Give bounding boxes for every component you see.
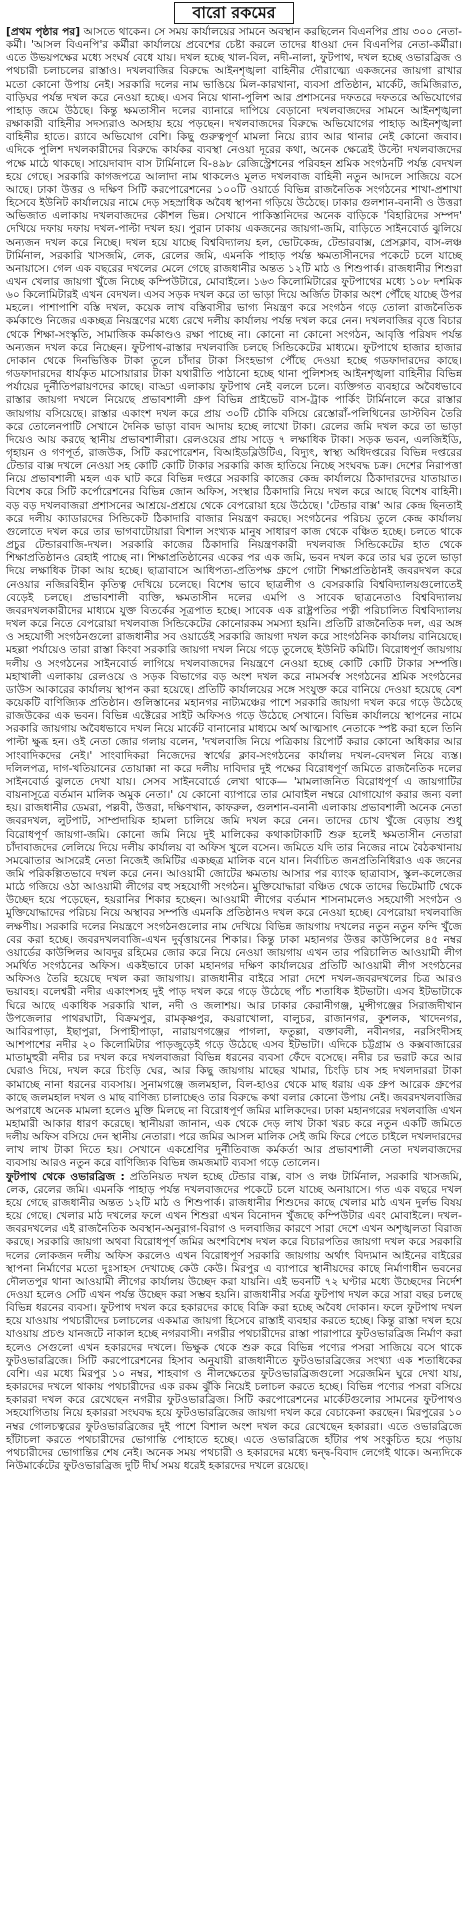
article-paragraph xyxy=(6,1171,462,1474)
headline: বারো রকমের xyxy=(174,2,294,24)
paragraph-text: প্রতিনিয়ত দখল হচ্ছে টেন্ডার বাক্স, বাস ও লঞ্চ টার্মিনাল, সরকারি খাসজমি, লেক, রেলের জমি। এমনকি পাহাড় পর্যন্ত দখলবাজদের পকেটে চলে যাচ্ছে অনায়াসে। গত এক বছরে দখল হয়ে গেছে রাজধানীর অন্তত ১২টি মাঠ ও শিশুপার্ক। রাজধানীর শিশুদের কাছে খেলার মাঠ এখন দুর্লভ বিষয় হয়ে গেছে। খেলার মাঠ দখলের ফলে এখন শিশুরা এখন বিনোদন খুঁজছে কম্পিউটার এবং মোবাইলে। দখল-জবরদখলের এই রাজনৈতিক অবস্থান-অনুরাগ-বিরাগ ও দলবাজির কারণে সারা দেশে এখন অশৃঙ্খলতা বিরাজ করছে। সরকারি জায়গা অথবা বিরোধপূর্ণ জমির অংশবিশেষ দখল করে বিচারপতির জায়গা দখল করে সরকারি দলের লোকজন দলীয় অফিস করলেও এখন বিরোধপূর্ণ সরকারি জায়গায় অর্থাৎ বিদ্যমান আইনের বাইরের স্থাপনা নির্মাণের মতো দুঃসাহস দেখাচ্ছে কেউ কেউ। মিরপুর এ ব্যাপারে স্থানীয়দের কাছে নির্মাণাধীন ভবনের দৌলতপুর থানা আওয়ামী লীগের কার্যালয় উচ্ছেদ করা যায়নি। এই ভবনটি ৭২ ঘণ্টার মধ্যে উচ্ছেদের নির্দেশ দেওয়া হলেও সেটি এখন পর্যন্ত উচ্ছেদ করা সম্ভব হয়নি। রাজধানীর সর্বত্র ফুটপাথ দখল করে সারা বছর চলছে বিভিন্ন ধরনের ব্যবসা। ফুটপাথ দখল করে হকারদের কাছে বিক্রি করা হচ্ছে অবৈধ দোকান। ফলে ফুটপাথ দখল হয়ে যাওয়ায় পথচারীদের চলাচলের একমাত্র জায়গা হিসেবে রাস্তাই ব্যবহার করতে হচ্ছে। কিন্তু রাস্তা দখল হয়ে যাওয়ায় প্রচণ্ড যানজটে নাকাল হচ্ছে নগরবাসী। নগরীর পথচারীদের রাস্তা পারাপারে ফুটওভারব্রিজ নির্মাণ করা হলেও সেগুলো এখন হকারদের দখলে। ভিক্ষুক থেকে শুরু করে বিভিন্ন পণ্যের পসরা সাজিয়ে বসে থাকে ফুটওভারব্রিজে। সিটি করপোরেশনের হিসাব অনুযায়ী রাজধানীতে ফুটওভারব্রিজের সংখ্যা এক শতাধিকের বেশি। এর মধ্যে মিরপুর ১০ নম্বর, শাহবাগ ও নীলক্ষেতের ফুটওভারব্রিজগুলো সরেজমিন ঘুরে দেখা যায়, হকারদের দখলে থাকায় পথচারীদের এক রকম ঝুঁকি নিয়েই চলাচল করতে হচ্ছে। বিভিন্ন পণ্যের পসরা বসিয়ে হকাররা দখল করে রেখেছেন নগরীর ফুটওভারব্রিজ। সিটি করপোরেশনের মার্কেটগুলোর সামনের ফুটপাথও সহযোগিতায় নিয়ে হকাররা সংঘবদ্ধ হয়ে ফুটওভারব্রিজের জায়গা দখল করে বেচাকেনা করছেন। মিরপুরের ১০ নম্বর গোলচত্বরের ফুটওভারব্রিজের দুই পাশে বিশাল অংশ দখল করে রেখেছেন হকাররা। এতে ওভারব্রিজে হাঁটাচলা করতে পথচারীদের ভোগান্তি পোহাতে হচ্ছে। এতে ওভারব্রিজে হাঁটার পথ সংকুচিত হয়ে পড়ায় পথচারীদের ভোগান্তির শেষ নেই। অনেক সময় পথচারী ও হকারদের মধ্যে দ্বন্দ্ব-বিবাদ লেগেই থাকে। অন্যদিকে নিউমার্কেটের ফুটওভারব্রিজ দুটি দীর্ঘ সময় ধরেই হকারদের দখলে রয়েছে। xyxy=(6,1170,462,1473)
section-subhead: ফুটপাথ থেকে ওভারব্রিজ : xyxy=(6,1170,125,1183)
paragraph-text: আসতে থাকেন। সে সময় কার্যালয়ের সামনে অবস্থান করছিলেন বিএনপির প্রায় ৩০০ নেতা-কর্মী। 'আসল বিএনপি'র কর্মীরা কার্যালয়ে প্রবেশের চেষ্টা করলে তাদের ধাওয়া দেন বিএনপির নেতা-কর্মীরা। এতে উভয়পক্ষের মধ্যে সংঘর্ষ বেধে যায়। দখল হচ্ছে খাল-বিল, নদী-নালা, ফুটপাথ, দখল হচ্ছে ওভারব্রিজ ও পথচারী চলাচলের রাস্তাও। দখলবাজির বিরুদ্ধে আইনশৃঙ্খলা বাহিনীর দৌরাত্ম্যে একজনের জায়গা রাখার মতো কোনো উপায় নেই। সরকারি দলের নাম ভাঙিয়ে মিল-কারখানা, ব্যবসা প্রতিষ্ঠান, মার্কেট, জমিজিরাত, বাড়িঘর পর্যন্ত দখল করে নেওয়া হচ্ছে। এসব নিয়ে থানা-পুলিশ আর প্রশাসনের দফতরে দফতরে অভিযোগের পাহাড় জমে উঠছে। কিন্তু ক্ষমতাসীন দলের ব্যানারে দাপিয়ে বেড়ানো দখলবাজদের সামনে আইনশৃঙ্খলা রক্ষাকারী বাহিনীর সদস্যরাও অসহায় হয়ে পড়ছেন। দখলবাজদের বিরুদ্ধে অভিযোগের পাহাড় আইনশৃঙ্খলা বাহিনীর হাতে। র‍্যাবে অভিযোগ বেশি। কিছু গুরুত্বপূর্ণ মামলা নিয়ে র‍্যাব আর থানার নেই কোনো জবাব। এদিকে পুলিশ দখলকারীদের বিরুদ্ধে কার্যকর ব্যবস্থা নেওয়া দূরের কথা, অনেক ক্ষেত্রেই উল্টো দখলবাজদের পক্ষে মাঠে থাকছে। সায়েদাবাদ বাস টার্মিনালে বি-৪৯৮ রেজিস্ট্রেশনের পরিবহন শ্রমিক সংগঠনটি পর্যন্ত বেদখল হয়ে গেছে। সরকারি কাগজপত্রে আলাদা নাম থাকলেও মূলত দখলবাজ বাহিনী নতুন আদলে সাজিয়ে বসে আছে। ঢাকা উত্তর ও দক্ষিণ সিটি করপোরেশনের ১০০টি ওয়ার্ডে বিভিন্ন রাজনৈতিক সংগঠনের শাখা-প্রশাখা হিসেবে ইউনিট কার্যালয়ের নামে দেড় সহস্রাধিক অবৈধ স্থাপনা গড়িয়ে উঠেছে। ঢাকার গুলশান-বনানী ও উত্তরা অভিজাত এলাকায় দখলবাজদের কৌশল ভিন্ন। সেখানে পাকিস্তানিদের অনেক বাড়িকে 'বিহারিদের সম্পদ' দেখিয়ে দফায় দফায় দখল-পাল্টা দখল হয়। পুরান ঢাকায় একজনের জায়গা-জমি, বাড়িতে সাইনবোর্ড ঝুলিয়ে অন্যজন দখল করে নিচ্ছে। দখল হয়ে যাচ্ছে বিশ্ববিদ্যালয় হল, ভোটকেন্দ্র, টেন্ডারবাক্স, প্রেসক্লাব, বাস-লঞ্চ টার্মিনাল, সরকারি খাসজমি, লেক, রেলের জমি, এমনকি পাহাড় পর্যন্ত ক্ষমতাসীনদের পকেটে চলে যাচ্ছে অনায়াসে। গেল এক বছরের দখলের মেলে গেছে রাজধানীর অন্তত ১২টি মাঠ ও শিশুপার্ক। রাজধানীর শিশুরা এখন খেলার জায়গা খুঁজে নিচ্ছে কম্পিউটারে, মোবাইলে। ১৬৩ কিলোমিটারের ফুটপাথের মধ্যে ১০৮ দশমিক ৬০ কিলোমিটারই এখন বেদখল। এসব সড়ক দখল করে তা ভাড়া দিয়ে অর্জিত টাকার অংশ পৌঁছে যাচ্ছে উপর মহলে। পাশাপাশি বস্তি দখল, কয়েক লাখ বস্তিবাসীর ভাগ্য নিয়ন্ত্রণ করে সংগঠন গড়ে তোলা রাজনৈতিক কর্মকাণ্ডে নিজের একচ্ছত্র নিয়ন্ত্রণের মধ্যে রেখে দলীয় কার্যালয় পর্যন্ত দখল করে নেন। দখলবাজির বৃত্তে বিচার থেকে শিক্ষা-সংস্কৃতি, সামাজিক কর্মকাণ্ডও রক্ষা পাচ্ছে না। কোনো না কোনো সংগঠন, আবৃত্তি পরিষদ পর্যন্ত অন্যজন দখল করে নিচ্ছেন। ফুটপাথ-রাস্তার দখলবাজি চলছে সিন্ডিকেটের মাধ্যমে। ফুটপাথে হাজার হাজার দোকান থেকে দিনভিত্তিক টাকা তুলে চাঁদার টাকা সিংহভাগ পৌঁছে দেওয়া হচ্ছে গডফাদারদের কাছে। গডফাদারদের ধার্যকৃত মাসোয়ারার টাকা যথারীতি পাঠানো হচ্ছে থানা পুলিশসহ আইনশৃঙ্খলা বাহিনীর বিভিন্ন পর্যায়ের দুর্নীতিপরায়ণদের কাছে। বাড্ডা এলাকায় ফুটপাথ নেই বললে চলে। ব্যক্তিগত ব্যবহারে অবৈধভাবে রাস্তার জায়গা দখলে নিয়েছে প্রভাবশালী গ্রুপ বিভিন্ন প্রাইভেট বাস-ট্রাক পার্কিং টার্মিনালে করে রাস্তার জায়গায় বসিয়েছে। রাস্তার একাংশ দখল করে প্রায় ৩০টি চৌকি বসিয়ে রেস্তোরাঁ-পলিথিনের ডাস্টবিন তৈরি করে তোলেনপাটি সেখানে দৈনিক ভাড়া বাবদ আদায় হচ্ছে লাখো টাকা। রেলের জমি দখল করে তা ভাড়া দিয়েও আয় করছে স্থানীয় প্রভাবশালীরা। রেলওয়ের প্রায় সাড়ে ৭ লক্ষাধিক টাকা। সড়ক ভবন, এলজিইডি, গৃহায়ন ও গণপূর্ত, রাজউক, সিটি করপোরেশন, বিআইডব্লিউটিএ, বিদ্যুৎ, স্বাস্থ্য অধিদপ্তরের বিভিন্ন দপ্তরের টেন্ডার বাক্স দখলে নেওয়া সহ কোটি কোটি টাকার সরকারি কাজ হাতিয়ে নিচ্ছে সংঘবদ্ধ চক্র। দেশের নিরাপত্তা নিয়ে প্রভাবশালী মহল এক ঘাট করে বিভিন্ন দপ্তরে সরকারি কাজের কেন্দ্র কার্যালয়ে ঠিকাদারদের যাতায়াত। বিশেষ করে সিটি কর্পোরেশনের বিভিন্ন জোন অফিস, সংস্থার ঠিকাদারি নিয়ে দখল করে আছে বিশেষ বাহিনী। বড় বড় দখলবাজরা প্রশাসনের আশ্রয়ে-প্রশ্রয়ে থেকে বেপরোয়া হয়ে উঠেছে। 'টেন্ডার বাক্স' আর কেন্দ্র ছিনতাই করে দলীয় ক্যাডারদের সিন্ডিকেট ঠিকাদারি বাজার নিয়ন্ত্রণ করছে। সংগঠনের পরিচয় তুলে কেন্দ্র কার্যালয় গুলোতে দখল করে তার ভাগবাটোয়ারা বিশাল সংখ্যক মানুষ সাধারণ কাজ থেকে বঞ্চিত হচ্ছে। চলতে থাকে প্রচুর টেন্ডারবাজি-দখল। সরকারি কাজের ঠিকাদারি নিয়ন্ত্রণকারী দখলবাজ সিন্ডিকেটের হাত থেকে শিক্ষাপ্রতিষ্ঠানও রেহাই পাচ্ছে না। শিক্ষাপ্রতিষ্ঠানের একের পর এক জমি, ভবন দখল করে তার ঘর তুলে ভাড়া দিয়ে লক্ষাধিক টাকা আয় হচ্ছে। ছাত্রাবাসে আধিপত্য-প্রতিপক্ষ গ্রুপে গোটা শিক্ষাপ্রতিষ্ঠানই জবরদখল করে নেওয়ার নজিরবিহীন কৃতিত্ব দেখিয়ে চলেছে। বিশেষ ভাবে ছাত্রলীগ ও বেসরকারি বিশ্ববিদ্যালয়গুলোতেই বেড়েই চলছে। প্রভাবশালী ব্যক্তি, ক্ষমতাসীন দলের এমপি ও সাবেক ছাত্রনেতাও বিশ্ববিদ্যালয় জবরদখলকারীদের মাধ্যমে যুক্ত বিতর্কের সূত্রপাত হচ্ছে। সাবেক এক রাষ্ট্রপতির পত্নী পরিচালিত বিশ্ববিদ্যালয় দখল করে নিতে বেপরোয়া দখলবাজ সিন্ডিকেটের কোনোরকম সমস্যা হয়নি। প্রতিটি রাজনৈতিক দল, এর অঙ্গ ও সহযোগী সংগঠনগুলো রাজধানীর সব ওয়ার্ডেই সরকারি জায়গা দখল করে সাংগঠনিক কার্যালয় বানিয়েছে। মহল্লা পর্যায়েও তারা রাস্তা কিংবা সরকারি জায়গা দখল নিয়ে গড়ে তুলেছে ইউনিট কমিটি। বিরোধপূর্ণ জায়গায় দলীয় ও সংগঠনের সাইনবোর্ড লাগিয়ে দখলবাজদের নিয়ন্ত্রণে নেওয়া হচ্ছে কোটি কোটি টাকার সম্পত্তি। মহাখালী এলাকায় রেলওয়ে ও সড়ক বিভাগের বড় অংশ দখল করে নামসর্বস্ব সংগঠনের শ্রমিক সংগঠনের ডাউস আকারের কার্যালয় স্থাপন করা হয়েছে। প্রতিটি কার্যালয়ের সঙ্গে সংযুক্ত করে বানিয়ে দেওয়া হয়েছে বেশ কয়েকটি বাণিজ্যিক প্রতিষ্ঠান। গুলিস্তানের মহানগর নাট্যমঞ্চের পাশে সরকারি জায়গা দখল করে গড়ে উঠেছে রাজউকের এক ভবন। বিভিন্ন এক্টেরের সাইট অফিসও গড়ে উঠেছে সেখানে। বিভিন্ন কার্যালয়ে স্থাপনের নামে সরকারি জায়গায় অবৈধভাবে দখল নিয়ে মার্কেট বানানোর মাধ্যমে অর্থ আত্মসাৎ নেতাকে স্পষ্ট করা হলে তিনি পাল্টা ক্ষুব্ধ হন। ওই নেতা জোর গলায় বলেন, 'দখলবাজি নিয়ে পত্রিকায় রিপোর্ট করার কোনো অধিকার আর সাংবাদিকদের নেই।' সাংবাদিকরা নিজেদের স্বার্থের ক্লাব-সংগঠনের কার্যালয় দখল-বেদখল নিয়ে ব্যস্ত। দলিলপত্র, দাগ-খতিয়ানের তোয়াক্কা না করে দলীয় দাবিদার দুই পক্ষের বিরোধপূর্ণ জমিতে রাজনৈতিক দলের সাইনবোর্ড ঝুলতে দেখা যায়। সেসব সাইনবোর্ডে লেখা থাকে— 'মামলাজনিত বিরোধপূর্ণ এ জায়গাটির বায়নাসূত্রে বর্তমান মালিক অমুক নেতা।' যে কোনো ব্যাপারে তার মোবাইল নম্বরে যোগাযোগ করার জন্য বলা হয়। রাজধানীর ডেমরা, পল্লবী, উত্তরা, দক্ষিণখান, কাফরুল, গুলশান-বনানী এলাকায় প্রভাবশালী অনেক নেতা জবরদখল, লুটপাট, সাম্প্রদায়িক হামলা চালিয়ে জমি দখল করে নেন। তাদের চোখ খুঁজে বেড়ায় শুধু বিরোধপূর্ণ জায়গা-জমি। কোনো জমি নিয়ে দুই মালিকের কথাকাটাকাটি শুরু হলেই ক্ষমতাসীন নেতারা চাঁদাবাজদের লেলিয়ে দিয়ে দলীয় কার্যালয় বা অফিস খুলে বসেন। জমিতে যদি তার নিজের নামে বৈঠকখানায় সমঝোতার আসরেই নেতা নিজেই জমিটির একচ্ছত্র মালিক বনে যান। নির্বাচিত জনপ্রতিনিধিরাও এক জনের জমি পরিকল্পিতভাবে দখল করে নেন। আওয়ামী জোটের ক্ষমতায় আসার পর ব্যাংক ছাত্রাবাস, স্কুল-কলেজের মাঠে গজিয়ে ওঠা আওয়ামী লীগের বহু সহযোগী সংগঠন। মুক্তিযোদ্ধারা বঞ্চিত থেকে তাদের ভিটেমাটি থেকে উচ্ছেদ হয়ে পড়েছেন, হয়রানির শিকার হচ্ছেন। আওয়ামী লীগের বর্তমান শাসনামলেও সহযোগী সংগঠন ও মুক্তিযোদ্ধাদের পরিচয় নিয়ে অস্থাবর সম্পত্তি এমনকি প্রতিষ্ঠানও দখল করে নেওয়া হচ্ছে। বেপরোয়া দখলবাজি লক্ষণীয়। সরকারি দলের নিয়ন্ত্রণে সংগঠনগুলোর নাম দেখিয়ে বিভিন্ন জায়গায় দখলের নতুন নতুন ফন্দি খুঁজে বের করা হচ্ছে। জবরদখলবাজি-এখন দুর্বৃত্তায়নের শিকার। কিন্তু ঢাকা মহানগর উত্তর কাউন্সিলের ৪৫ নম্বর ওয়ার্ডের কাউন্সিলর আবদুর রহিমের জোর করে নিয়ে নেওয়া জায়গায় এখন তার পরিচালিত আওয়ামী লীগ সমর্থিত সংগঠনের অফিস। একইভাবে ঢাকা মহানগর দক্ষিণ কার্যালয়ের প্রতিটি আওয়ামী লীগ সংগঠনের অফিসও তৈরি হয়েছে দখল করা জায়গায়। রাজধানীর বাইরে সারা দেশে দখল-জবরদখলের চিত্র আরও ভয়াবহ। বলেশ্বরী নদীর একাংশসহ দুই পাড় দখল করে গড়ে উঠেছে পাঁচ শতাধিক ইটভাটা। এসব ইটভাটাকে ঘিরে আছে একাধিক সরকারি খাল, নদী ও জলাশয়। আর ঢাকার কেরানীগঞ্জ, মুন্সীগঞ্জের সিরাজদীখান উপজেলার পাথরঘাটা, বিক্রমপুর, রামকৃষ্ণপুর, কয়রাখোলা, বালুচর, রাজানগর, কুশলক, খাদেনগর, আবিরপাড়া, ইছাপুরা, সিপাহীপাড়া, নারায়ণগঞ্জের পাগলা, ফতুল্লা, বক্তাবলী, নবীনগর, নরসিংদীসহ আশপাশের নদীর ২০ কিলোমিটার পাড়জুড়েই গড়ে উঠেছে এসব ইটভাটা। এদিকে চট্টগ্রাম ও কক্সবাজারের মাতামুহুরী নদীর চর দখল করে দখলবাজরা বিভিন্ন ধরনের ব্যবসা ফেঁদে বসেছে। নদীর চর ভরাট করে আর ঘেরাও দিয়ে, দখল করে চিংড়ি ঘের, আর কিছু জায়গায় মাছের খামার, চিংড়ি চাষ সহ দখলদাররা টাকা কামাচ্ছে নানা ধরনের ব্যবসায়। সুনামগঞ্জে জলমহাল, বিল-হাওর থেকে মাছ ধরায় এক গ্রুপ আরেক গ্রুপের কাছে জলমহাল দখল ও মাছ বাণিজ্য চালাচ্ছেও তার বিরুদ্ধে কথা বলার কোনো উপায় নেই। জবরদখলবাজির অপরাধে অনেক মামলা হলেও মুক্তি মিলছে না বিরোধপূর্ণ জমির মালিকদের। ঢাকা মহানগরের দখলবাজি এখন মহামারী আকার ধারণ করেছে। স্থানীয়রা জানান, এক থেকে দেড় লাখ টাকা খরচ করে নতুন একটি জমিতে দলীয় অফিস বসিয়ে দেন স্থানীয় নেতারা। পরে জমির আসল মালিক সেই জমি ফিরে পেতে চাইলে দখলদারদের লাখ লাখ টাকা দিতে হয়। সেখানে একশ্রেণির দুর্নীতিবাজ কর্মকর্তা আর প্রভাবশালী নেতা দখলবাজদের ব্যবসায় আরও নতুন করে বাণিজ্যিক বিভিন্ন জমজমাট ব্যবসা গড়ে তোলেন। xyxy=(6,26,462,1170)
article-paragraph xyxy=(6,26,462,1171)
continuation-tag: [প্রথম পৃষ্ঠার পর] xyxy=(6,26,81,38)
article-body xyxy=(6,26,462,1473)
